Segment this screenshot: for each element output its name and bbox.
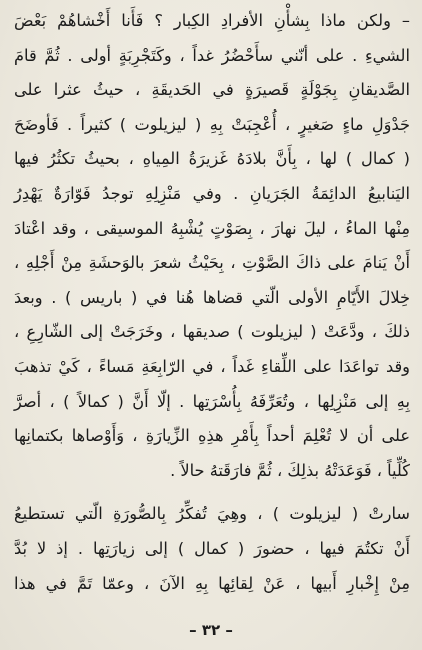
text-line: بِهِ إلى مَنْزِلِها ، وتُعَرِّفَهُ بِأُسْرَتِها . إلّا أَنَّ ( كمالاً ) ، أصرَّ [14,391,410,411]
text-line: الشيءِ . على أنّني سأَحْضُرُ غداً ، وكَتَجْرِبَةٍ أولى . ثُمَّ قامَ [14,45,410,65]
text-line: مِنْها الماءُ ، ليلَ نهارَ ، بِصَوْتٍ يُشْبِهُ الموسيقى ، وقد اعْتادَ [14,218,410,238]
text-line: الصَّديقانِ بِجَوْلَةٍ قَصيرَةٍ في الحَديقَةِ ، حيثُ عثرا على [14,80,410,100]
paragraph-1 [14,4,410,488]
text-line: جَدْوَلِ ماءٍ صَغيرٍ ، أُعْجِبَتْ بِهِ ( ليزيلوت ) كثيراً . فَأوضَحَ [14,114,410,134]
text-line: وقد تواعَدَا على اللِّقاءِ غَداً ، في الرّابِعَةِ مَساءً ، كَيْ تذهبَ [14,356,410,376]
text-line: على أن لا تُعْلِمَ أحداً بِأَمْرِ هذِهِ الزِّيارَةِ ، وَأَوْصاها بكتمانِها [14,426,410,446]
text-line: اليَنابيعُ الدائِمَةُ الجَرَيانِ . وفي مَنْزِلِهِ توجدُ فَوّارَةٌ يَهْدِرُ [14,183,410,203]
body-text [14,4,410,601]
text-line: ذلكَ ، ودَّعَتْ ( ليزيلوت ) صديقها ، وخَرَجَتْ إلى الشّارِعِ ، [14,322,410,342]
text-line: – ولكن ماذا بِشأْنِ الأفرادِ الكِبار ؟ فَأَنا أَخْشاهُمْ بَعْضَ [14,11,410,30]
paragraph-2 [14,497,410,601]
text-line: أَنْ يَنامَ على ذاكَ الصَّوْتِ ، بِحَيْثُ شعرَ بالوَحشَةِ مِنْ أَجْلِهِ ، [14,253,410,273]
text-line: سارتْ ( ليزيلوت ) ، وهِيَ تُفكِّرُ بِالصُّورَةِ الّتي تستطيعُ [14,504,410,524]
paragraph-spacer [14,488,410,497]
text-line: ( كمال ) لها ، بِأَنَّ بلادَهُ غَزيرَةُ المِياهِ ، بحيثُ تكثُرُ فيها [14,149,410,169]
text-line: أَنْ تكتُمَ فيها ، حضورَ ( كمال ) إلى زيارَتِها . إذ لا بُدَّ [14,538,410,558]
text-line: مِنْ إِخْبارِ أَبيها ، عَنْ لِقائِها بِهِ الآنَ ، وعمّا تَمَّ في هذا [14,573,410,593]
text-line: خِلالَ الأَيّامِ الأولى الّتي قضاها هُنا في ( باريس ) . وبعدَ [14,287,410,307]
text-line: كُلِّياً ، فَوَعَدَتْهُ بذلِكَ ، ثُمَّ فارَقَتهُ حالاً . [170,460,410,480]
page-number: – ٣٢ – [189,621,233,639]
